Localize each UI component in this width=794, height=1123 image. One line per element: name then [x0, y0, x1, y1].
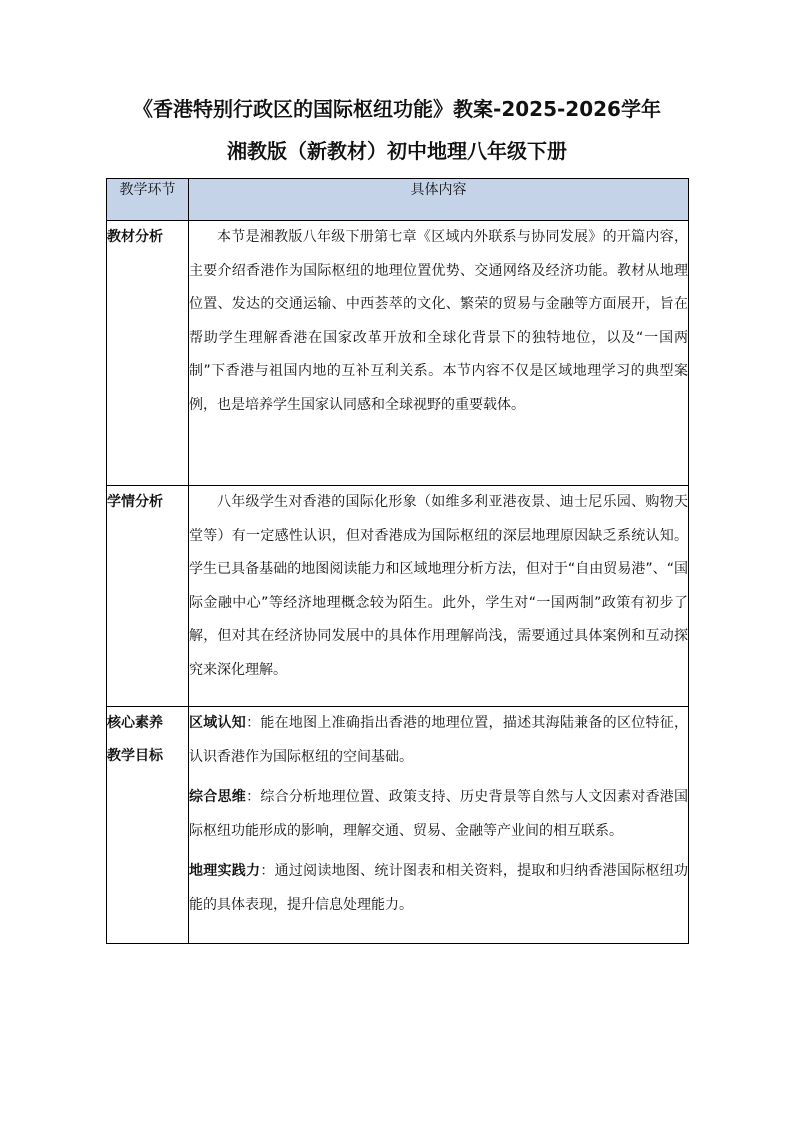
row-label-textbook-analysis: 教材分析 — [107, 221, 189, 486]
row-label-line-1: 核心素养 — [107, 715, 163, 731]
goal-item-comprehensive-thinking — [189, 781, 688, 848]
goal-text: 综合分析地理位置、政策支持、历史背景等自然与人文因素对香港国际枢纽功能形成的影响，理解交通、贸易、金融等产业间的相互联系。 — [189, 789, 689, 839]
page-title-line-2: 湘教版（新教材）初中地理八年级下册 — [227, 139, 567, 163]
goal-text: 能在地图上准确指出香港的地理位置，描述其海陆兼备的区位特征，认识香港作为国际枢纽的空间基础。 — [189, 715, 689, 765]
table-row — [107, 707, 689, 944]
page-title-line-1: 《香港特别行政区的国际枢纽功能》教案-2025-2026学年 — [133, 97, 661, 121]
table-row — [107, 486, 689, 707]
lesson-plan-table — [106, 178, 689, 944]
table-header-row — [107, 179, 689, 221]
goal-separator: ： — [246, 715, 261, 731]
goal-heading: 综合思维 — [189, 789, 247, 806]
row-content-core-literacy — [189, 707, 689, 944]
row-label-line-2: 教学目标 — [107, 748, 163, 764]
header-cell-content: 具体内容 — [189, 179, 689, 221]
table-row — [107, 221, 689, 486]
goal-item-geographic-practice — [189, 855, 688, 922]
row-label-student-analysis: 学情分析 — [107, 486, 189, 707]
goal-text: 通过阅读地图、统计图表和相关资料，提取和归纳香港国际枢纽功能的具体表现，提升信息处理能力。 — [189, 863, 689, 913]
goal-separator: ： — [246, 789, 261, 806]
goal-separator: ： — [260, 863, 275, 880]
header-cell-section: 教学环节 — [107, 179, 189, 221]
row-content-student-analysis: 八年级学生对香港的国际化形象（如维多利亚港夜景、迪士尼乐园、购物天堂等）有一定感性认识，但对香港成为国际枢纽的深层地理原因缺乏系统认知。学生已具备基础的地图阅读能力和区域地理分析方法，但对于“自由贸易港”、“国际金融中心”等经济地理概念较为陌生。此外，学生对“一国两制”政策有初步了解，但对其在经济协同发展中的具体作用理解尚浅，需要通过具体案例和互动探究来深化理解。 — [189, 486, 689, 707]
goal-heading: 地理实践力 — [189, 863, 261, 880]
row-content-textbook-analysis: 本节是湘教版八年级下册第七章《区域内外联系与协同发展》的开篇内容，主要介绍香港作为国际枢纽的地理位置优势、交通网络及经济功能。教材从地理位置、发达的交通运输、中西荟萃的文化、繁荣的贸易与金融等方面展开，旨在帮助学生理解香港在国家改革开放和全球化背景下的独特地位，以及“一国两制”下香港与祖国内地的互补互利关系。本节内容不仅是区域地理学习的典型案例，也是培养学生国家认同感和全球视野的重要载体。 — [189, 221, 689, 486]
row-label-core-literacy — [107, 707, 189, 944]
goal-heading: 区域认知 — [189, 715, 247, 731]
goal-item-region-cognition — [189, 707, 688, 774]
